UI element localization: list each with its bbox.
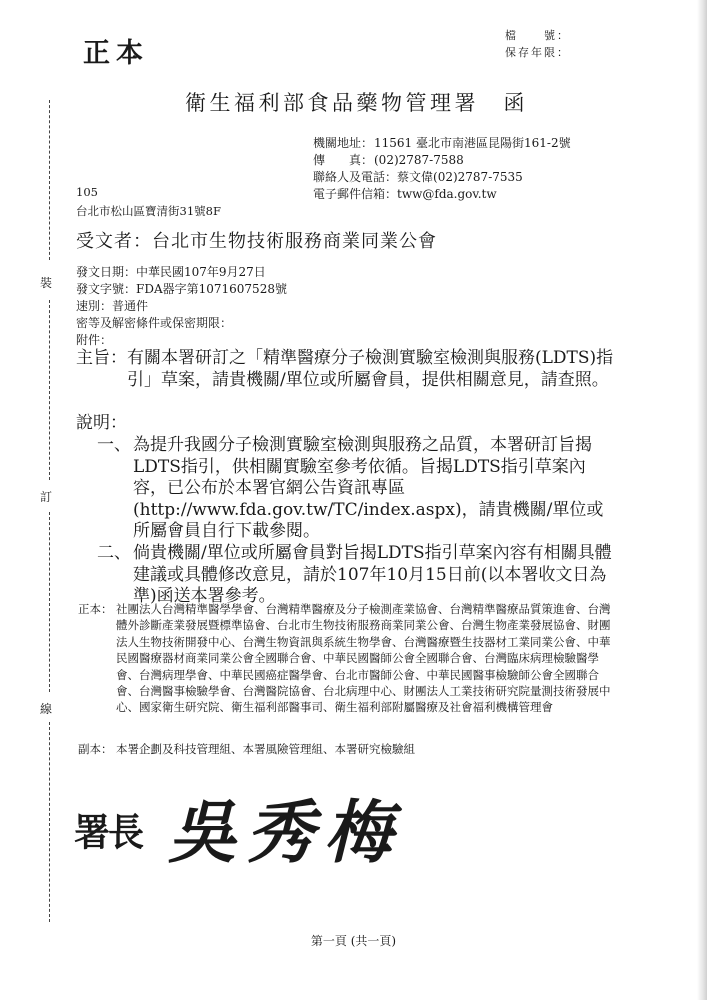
subject-label: 主旨： xyxy=(76,348,127,368)
agency-fax: 傳 真：(02)2787-7588 xyxy=(313,153,464,167)
binding-line xyxy=(49,100,50,260)
file-number-label: 檔 號： xyxy=(505,29,570,42)
binding-mark: 訂 xyxy=(40,490,53,504)
explanation-number: 一、 xyxy=(97,435,131,455)
binding-mark: 線 xyxy=(40,702,53,716)
binding-line xyxy=(49,300,50,480)
agency-title: 衛生福利部食品藥物管理署 函 xyxy=(185,91,528,115)
explanation-item: 為提升我國分子檢測實驗室檢測與服務之品質，本署研訂旨揭LDTS指引，供相關實驗室參考依循。旨揭LDTS指引草案內容，已公布於本署官網公告資訊專區(http://www.fda.gov.tw/TC/index.aspx)，請貴機關/單位或所屬會員自行下載參閱。 xyxy=(133,435,604,541)
original-recipients-label: 正本： xyxy=(78,602,113,616)
director-signature: 吳秀梅 xyxy=(168,793,403,873)
original-recipients-list: 社團法人台灣精準醫學學會、台灣精準醫療及分子檢測產業協會、台灣精準醫療品質策進會、台灣體外診斷產業發展暨標準協會、台北市生物技術服務商業同業公會、台灣生物產業發展協會、財團法人生物技術開發中心、台灣生物資訊與系統生物學會、台灣醫療暨生技器材工業同業公會、中華民國醫療器材商業同業公會全國聯合會、中華民國醫師公會全國聯合會、台灣臨床病理檢驗醫學會、台灣病理學會、中華民國癌症醫學會、台北市醫師公會、中華民國醫事檢驗師公會全國聯合會、台灣醫事檢驗學會、台灣醫院協會、台北病理中心、財團法人工業技術研究院量測技術發展中心、國家衛生研究院、衛生福利部醫事司、衛生福利部附屬醫療及社會福利機構管理會 xyxy=(116,602,611,715)
attachments: 附件： xyxy=(76,333,113,347)
binding-mark: 裝 xyxy=(40,276,53,290)
issue-date: 發文日期：中華民國107年9月27日 xyxy=(76,265,266,279)
agency-address: 機關地址：11561 臺北市南港區昆陽街161-2號 xyxy=(313,136,571,150)
subject-text: 有關本署研訂之「精準醫療分子檢測實驗室檢測與服務(LDTS)指引」草案，請貴機關/單位或所屬會員，提供相關意見，請查照。 xyxy=(127,348,614,390)
binding-line xyxy=(49,722,50,922)
director-title: 署長 xyxy=(74,811,143,856)
page-number: 第一頁 (共一頁) xyxy=(310,934,397,948)
explanation-number: 二、 xyxy=(97,543,131,563)
agency-contact: 聯絡人及電話：蔡文偉(02)2787-7535 xyxy=(313,170,523,184)
recipient-postal-code: 105 xyxy=(76,185,98,199)
agency-email: 電子郵件信箱：tww@fda.gov.tw xyxy=(313,187,497,201)
secrecy-level: 密等及解密條件或保密期限： xyxy=(76,316,233,330)
document-number: 發文字號：FDA器字第1071607528號 xyxy=(76,282,287,296)
copy-recipients-label: 副本： xyxy=(78,742,113,756)
retention-label: 保存年限： xyxy=(505,46,570,59)
recipient-line: 受文者：台北市生物技術服務商業同業公會 xyxy=(76,231,437,252)
scan-edge-shadow xyxy=(697,0,707,1000)
binding-line xyxy=(49,512,50,692)
recipient-address: 台北市松山區寶清街31號8F xyxy=(76,204,221,218)
copy-recipients-list: 本署企劃及科技管理組、本署風險管理組、本署研究檢驗組 xyxy=(116,742,415,756)
explanation-item: 倘貴機關/單位或所屬會員對旨揭LDTS指引草案內容有相關具體建議或具體修改意見，請於107年10月15日前(以本署收文日為準)函送本署參考。 xyxy=(133,543,612,606)
original-copy-stamp: 正本 xyxy=(83,38,149,69)
explanation-label: 說明： xyxy=(76,413,127,433)
delivery-speed: 速別：普通件 xyxy=(76,299,149,313)
